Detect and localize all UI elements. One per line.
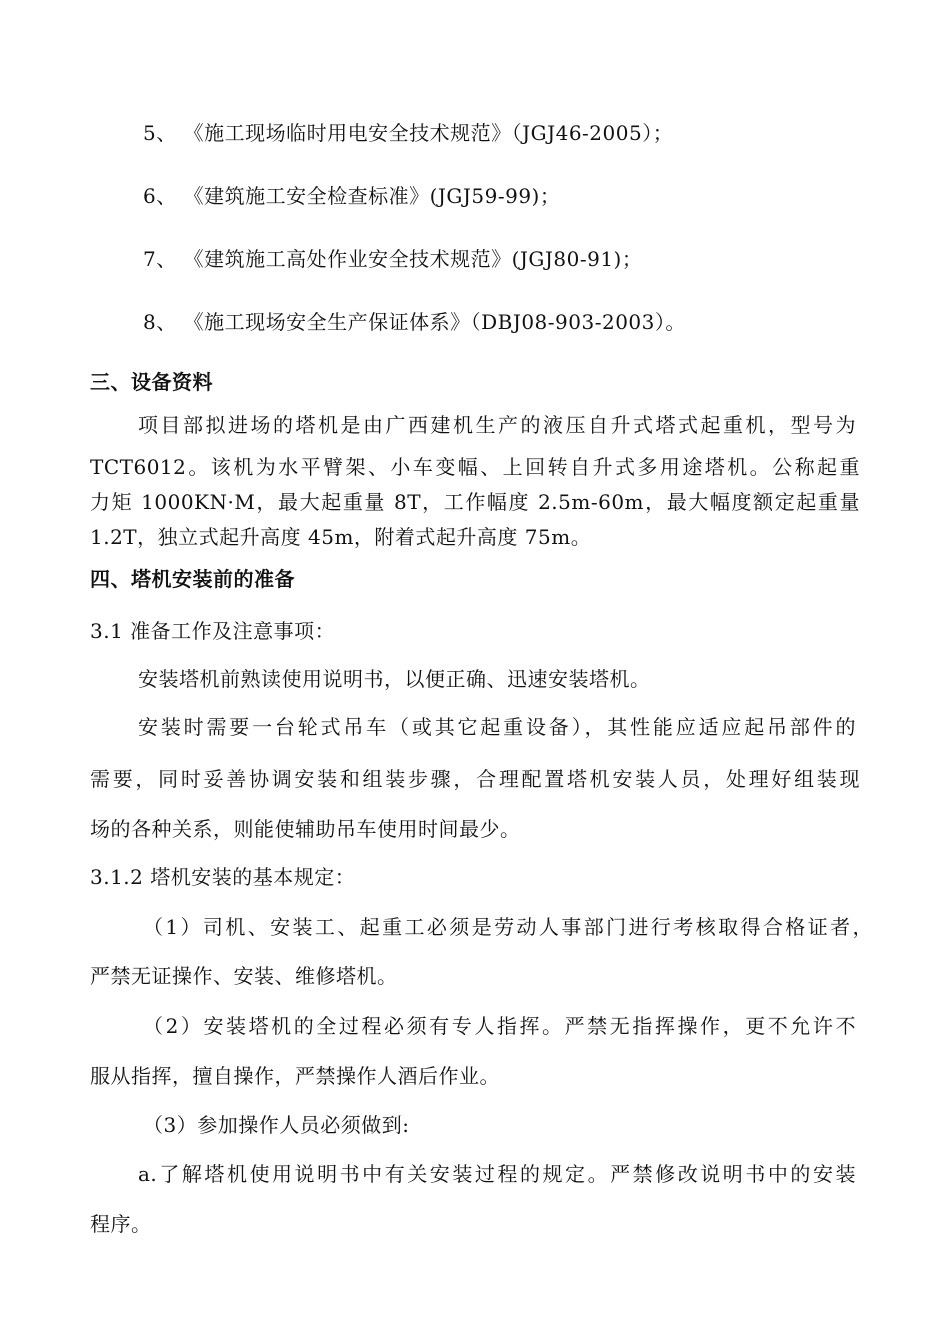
- equipment-paragraph-line-1: 项目部拟进场的塔机是由广西建机生产的液压自升式塔式起重机，型号为: [138, 413, 856, 437]
- preparation-paragraph-2-line-1: 安装时需要一台轮式吊车（或其它起重设备），其性能应适应起吊部件的: [138, 715, 856, 739]
- subheading-3-1-2: 3.1.2 塔机安装的基本规定：: [90, 865, 356, 889]
- preparation-paragraph-2-line-3: 场的各种关系，则能使辅助吊车使用时间最少。: [90, 817, 521, 841]
- preparation-paragraph-2-line-2: 需要，同时妥善协调安装和组装步骤，合理配置塔机安装人员，处理好组装现: [90, 767, 860, 791]
- subheading-3-1: 3.1 准备工作及注意事项：: [90, 619, 336, 643]
- rule-2-line-2: 服从指挥，擅自操作，严禁操作人酒后作业。: [90, 1064, 500, 1088]
- preparation-paragraph-1: 安装塔机前熟读使用说明书，以便正确、迅速安装塔机。: [138, 667, 651, 691]
- rule-1-line-2: 严禁无证操作、安装、维修塔机。: [90, 964, 398, 988]
- rule-3a-line-1: a.了解塔机使用说明书中有关安装过程的规定。严禁修改说明书中的安装: [138, 1162, 856, 1186]
- equipment-paragraph-line-4: 1.2T，独立式起升高度 45m，附着式起升高度 75m。: [90, 525, 592, 549]
- rule-2-line-1: （2）安装塔机的全过程必须有专人指挥。严禁无指挥操作，更不允许不: [143, 1014, 856, 1038]
- rule-3a-line-2: 程序。: [90, 1212, 152, 1236]
- rule-1-line-1: （1）司机、安装工、起重工必须是劳动人事部门进行考核取得合格证者，: [143, 915, 873, 939]
- equipment-paragraph-line-2: TCT6012。该机为水平臂架、小车变幅、上回转自升式多用途塔机。公称起重: [90, 455, 860, 479]
- rule-3: （3）参加操作人员必须做到:: [143, 1113, 410, 1137]
- reference-item-7: 7、 《建筑施工高处作业安全技术规范》(JGJ80-91)；: [143, 247, 643, 271]
- equipment-paragraph-line-3: 力矩 1000KN·M，最大起重量 8T，工作幅度 2.5m-60m，最大幅度额定起重量: [90, 490, 860, 514]
- section-heading-preparation: 四、塔机安装前的准备: [90, 567, 295, 591]
- reference-item-8: 8、 《施工现场安全生产保证体系》（DBJ08-903-2003）。: [143, 310, 686, 334]
- reference-item-6: 6、 《建筑施工安全检查标准》(JGJ59-99)；: [143, 184, 561, 208]
- reference-item-5: 5、 《施工现场临时用电安全技术规范》（JGJ46-2005）；: [143, 121, 674, 145]
- section-heading-equipment: 三、设备资料: [90, 370, 213, 394]
